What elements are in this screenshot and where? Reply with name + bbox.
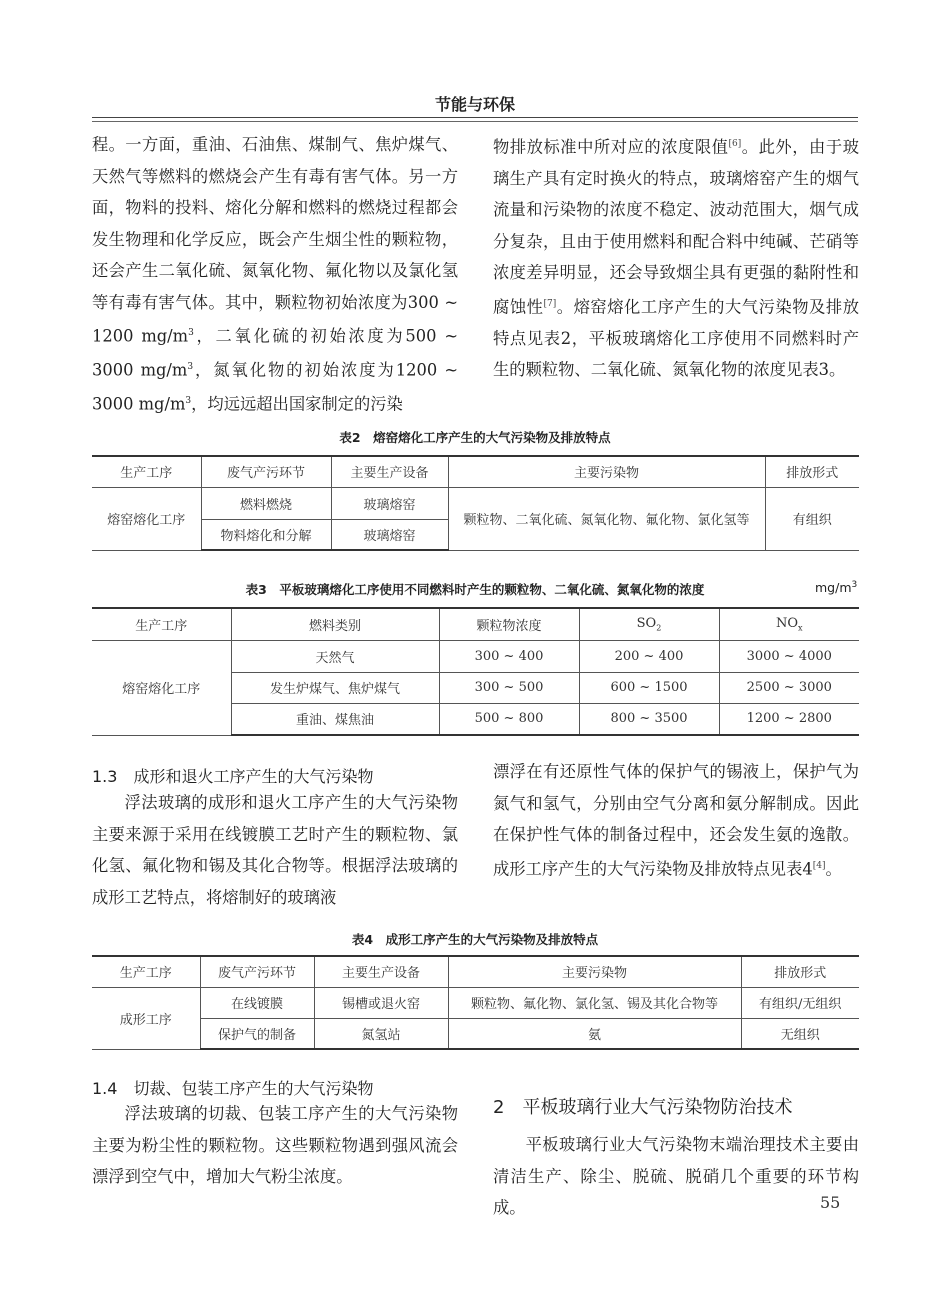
section-heading-1-3: 1.3 成形和退火工序产生的大气污染物	[92, 767, 374, 786]
table-header: 生产工序	[92, 608, 231, 640]
table-cell: 500 ~ 800	[439, 703, 579, 735]
paragraph: 浮法玻璃的成形和退火工序产生的大气污染物主要来源于采用在线镀膜工艺时产生的颗粒物、氯化氢、氟化物和锡及其化合物等。根据浮法玻璃的成形工艺特点，将熔制好的玻璃液	[92, 793, 458, 907]
table-cell: 物料熔化和分解	[201, 519, 331, 550]
paragraph: 浮法玻璃的切裁、包装工序产生的大气污染物主要为粉尘性的颗粒物。这些颗粒物遇到强风流会漂浮到空气中，增加大气粉尘浓度。	[92, 1104, 458, 1186]
section2-body	[493, 1129, 859, 1224]
table-cell: 颗粒物、氟化物、氯化氢、锡及其化合物等	[448, 987, 741, 1018]
table4	[92, 955, 859, 1050]
table-header: 生产工序	[92, 456, 201, 487]
table-header: 废气产污环节	[201, 456, 331, 487]
paragraph: 漂浮在有还原性气体的保护气的锡液上，保护气为氮气和氢气，分别由空气分离和氨分解制成。因此在保护性气体的制备过程中，还会发生氨的逸散。成形工序产生的大气污染物及排放特点见表4[4]。	[493, 762, 859, 878]
page-number: 55	[820, 1193, 841, 1212]
right-column-top	[493, 129, 859, 386]
table2-caption: 表2 熔窑熔化工序产生的大气污染物及排放特点	[339, 430, 611, 445]
table-cell: 玻璃熔窑	[331, 487, 448, 519]
section13-right	[493, 756, 859, 884]
table-cell: 无组织	[741, 1018, 859, 1049]
table-cell: 熔窑熔化工序	[92, 487, 201, 550]
table-cell: 颗粒物、二氧化硫、氮氧化物、氟化物、氯化氢等	[448, 487, 765, 550]
citation[interactable]: [6]	[728, 139, 742, 149]
table-header: 废气产污环节	[200, 956, 314, 987]
paragraph: 物排放标准中所对应的浓度限值[6]。此外，由于玻璃生产具有定时换火的特点，玻璃熔窑产生的烟气流量和污染物的浓度不稳定、波动范围大，烟气成分复杂，且由于使用燃料和配合料中纯碱、芒硝等浓度差异明显，还会导致烟尘具有更强的黏附性和腐蚀性[7]。熔窑熔化工序产生的大气污染物及排放特点见表2，平板玻璃熔化工序使用不同燃料时产生的颗粒物、二氧化硫、氮氧化物的浓度见表3。	[493, 137, 859, 380]
table-cell: 有组织	[765, 487, 859, 550]
table-cell: 800 ~ 3500	[579, 703, 719, 735]
table-cell: 天然气	[231, 640, 439, 672]
section14-body	[92, 1098, 458, 1193]
table-cell: 300 ~ 500	[439, 672, 579, 703]
table-header: $NO_x$	[719, 608, 859, 640]
section-heading-2: 2 平板玻璃行业大气污染物防治技术	[493, 1097, 793, 1118]
table-cell: 在线镀膜	[200, 987, 314, 1018]
table-header: 主要污染物	[448, 456, 765, 487]
table-header: 排放形式	[765, 456, 859, 487]
table-cell: 成形工序	[92, 987, 200, 1049]
table4-caption: 表4 成形工序产生的大气污染物及排放特点	[351, 932, 599, 947]
table-header: 燃料类别	[231, 608, 439, 640]
citation[interactable]: [4]	[812, 860, 826, 871]
table2	[92, 455, 859, 551]
table-header: $SO_2$	[579, 608, 719, 640]
table-cell: 200 ~ 400	[579, 640, 719, 672]
table-cell: 300 ~ 400	[439, 640, 579, 672]
table-cell: 3000 ~ 4000	[719, 640, 859, 672]
table-cell: 熔窑熔化工序	[92, 640, 231, 735]
left-column-top	[92, 129, 458, 420]
table-header: 主要生产设备	[314, 956, 448, 987]
table-cell: 重油、煤焦油	[231, 703, 439, 735]
table-header: 主要污染物	[448, 956, 741, 987]
running-header: 节能与环保	[434, 95, 515, 114]
section-heading-1-4: 1.4 切裁、包装工序产生的大气污染物	[92, 1079, 374, 1098]
table-cell: 发生炉煤气、焦炉煤气	[231, 672, 439, 703]
table-cell: 氨	[448, 1018, 741, 1049]
table-cell: 氮氢站	[314, 1018, 448, 1049]
table-cell: 600 ~ 1500	[579, 672, 719, 703]
table-cell: 1200 ~ 2800	[719, 703, 859, 735]
citation[interactable]: [7]	[543, 298, 557, 309]
table-header: 颗粒物浓度	[439, 608, 579, 640]
table-cell: 保护气的制备	[200, 1018, 314, 1049]
table-cell: 玻璃熔窑	[331, 519, 448, 550]
table3-caption: 表3 平板玻璃熔化工序使用不同燃料时产生的颗粒物、二氧化硫、氮氧化物的浓度	[245, 582, 705, 597]
header-rule	[92, 117, 858, 118]
table3	[92, 607, 859, 736]
table-cell: 锡槽或退火窑	[314, 987, 448, 1018]
header-rule-thin	[92, 121, 858, 122]
table-cell: 燃料燃烧	[201, 487, 331, 519]
paragraph: 程。一方面，重油、石油焦、煤制气、焦炉煤气、天然气等燃料的燃烧会产生有毒有害气体。另一方面，物料的投料、熔化分解和燃料的燃烧过程都会发生物理和化学反应，既会产生烟尘性的颗粒物，还会产生二氧化硫、氮氧化物、氟化物以及氯化氢等有毒有害气体。其中，颗粒物初始浓度为300 ~ 1200 $mg/m^3$，二氧化硫的初始浓度为500 ~ 3000 $mg/m^3$，氮氧化物的初始浓度为1200 ~ 3000 $mg/m^3$，均远远超出国家制定的污染	[92, 135, 458, 414]
section13-body	[92, 787, 458, 913]
table-cell: 2500 ~ 3000	[719, 672, 859, 703]
table-cell: 有组织/无组织	[741, 987, 859, 1018]
table-header: 主要生产设备	[331, 456, 448, 487]
paragraph: 平板玻璃行业大气污染物末端治理技术主要由清洁生产、除尘、脱硫、脱硝几个重要的环节构成。	[493, 1135, 859, 1217]
table3-unit: $mg/m^3$	[815, 580, 858, 596]
table-header: 排放形式	[741, 956, 859, 987]
table-header: 生产工序	[92, 956, 200, 987]
